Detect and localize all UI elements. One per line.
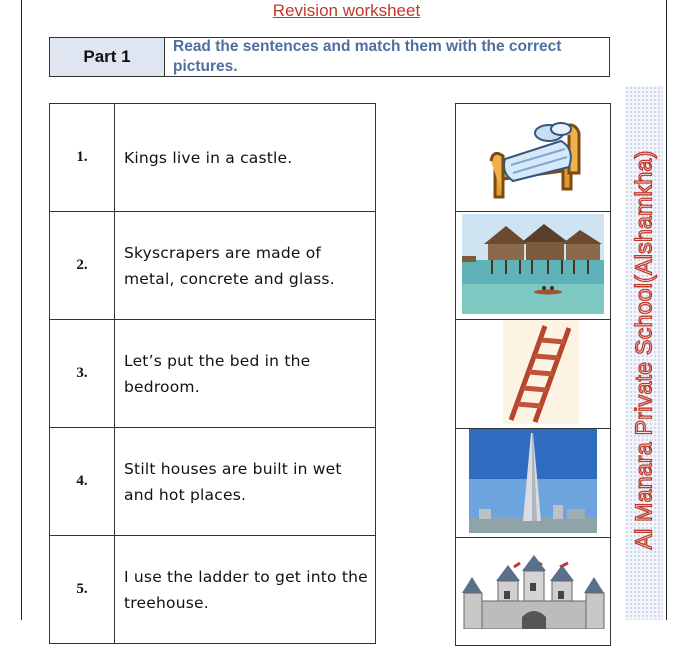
row-number: 4. (50, 428, 115, 536)
picture-cell (456, 104, 611, 212)
table-row (50, 320, 376, 428)
row-sentence: Skyscrapers are made of metal, concrete and glass. (115, 212, 376, 320)
stilt-houses-icon (462, 214, 604, 314)
part-header (49, 37, 610, 77)
row-number: 3. (50, 320, 115, 428)
picture-cell (456, 538, 611, 646)
row-number: 5. (50, 536, 115, 644)
picture-cell (456, 429, 611, 538)
picture-cell (456, 320, 611, 429)
row-sentence: Kings live in a castle. (115, 104, 376, 212)
part-label: Part 1 (50, 38, 165, 76)
table-row (50, 104, 376, 212)
pictures-table (455, 103, 611, 646)
skyscraper-icon (469, 429, 597, 533)
sentences-table (49, 103, 376, 644)
ladder-icon (483, 320, 583, 424)
row-sentence: Let’s put the bed in the bedroom. (115, 320, 376, 428)
watermark-text: Al Manara Private School(Alshamkha) (630, 150, 657, 550)
table-row (50, 428, 376, 536)
worksheet-title: Revision worksheet (272, 1, 421, 20)
castle-icon (460, 555, 606, 629)
part-instruction: Read the sentences and match them with the correct pictures. (173, 38, 562, 75)
table-row (50, 212, 376, 320)
row-number: 2. (50, 212, 115, 320)
row-sentence: I use the ladder to get into the treehouse. (115, 536, 376, 644)
table-row (50, 536, 376, 644)
row-number: 1. (50, 104, 115, 212)
row-sentence: Stilt houses are built in wet and hot places. (115, 428, 376, 536)
picture-cell (456, 212, 611, 320)
bed-icon (483, 111, 583, 201)
